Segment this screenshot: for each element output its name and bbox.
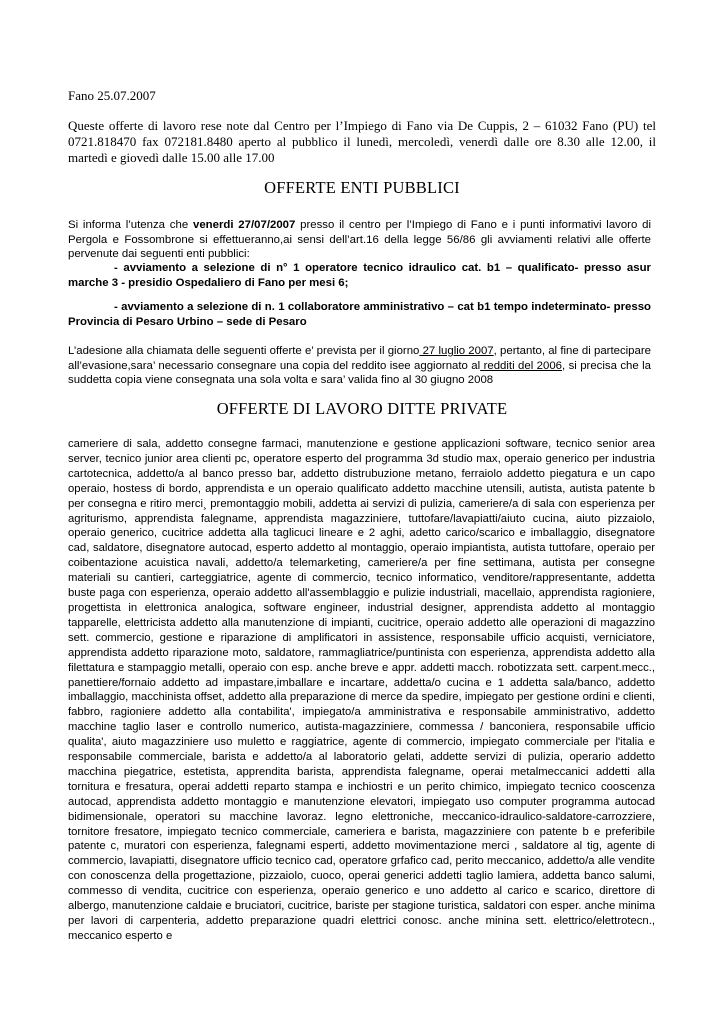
public-offer-item xyxy=(68,300,651,329)
public-offers-notice xyxy=(68,218,651,262)
document-date: Fano 25.07.2007 xyxy=(68,88,156,103)
adhesion-date: 27 luglio 2007 xyxy=(419,345,494,357)
public-offer-item xyxy=(68,261,651,290)
public-offer-item-text: - avviamento a selezione di n. 1 collaboratore amministrativo – cat b1 tempo indeterminato- presso Provincia di Pesaro Urbino – sede di Pesaro xyxy=(68,301,651,328)
adhesion-income-year: redditi del 2006 xyxy=(480,359,562,372)
adhesion-text-end: , si precisa che la suddetta copia viene consegnata una sola volta e sara’ valida fino al 30 giugno 2008 xyxy=(68,359,651,386)
intro-paragraph: Queste offerte di lavoro rese note dal Centro per l’Impiego di Fano via De Cuppis, 2 – 61032 Fano (PU) tel 0721.818470 fax 072181.8480 aperto al pubblico il lunedì, mercoledì, venerdì dalle ore 8.30 alle 12.00, il martedì e giovedì dalle 15.00 alle 17.00 xyxy=(68,118,656,165)
notice-text-end: presso il centro per l’Impiego di Fano e i punti informativi lavoro di Pergola e Fossombrone si effettueranno,ai sensi dell’art.16 della legge 56/86 gli avviamenti relativi alle offerte pervenute dai seguenti enti pubblici: xyxy=(68,219,651,260)
section-title-private-offers: OFFERTE DI LAVORO DITTE PRIVATE xyxy=(216,399,508,418)
adhesion-paragraph xyxy=(68,344,651,388)
adhesion-text-start: L’adesione alla chiamata delle seguenti offerte e’ prevista per il giorno xyxy=(68,345,420,357)
adhesion-text-middle: , pertanto, al fine di partecipare all’evasione,sara’ necessario consegnare una copia del reddito isee aggiornato al xyxy=(68,345,651,372)
notice-text-start: Si informa l’utenza che xyxy=(68,219,189,231)
notice-date: venerdi 27/07/2007 xyxy=(192,219,296,231)
private-offers-list: cameriere di sala, addetto consegne farmaci, manutenzione e gestione applicazioni software, tecnico senior area server, tecnico junior area clienti pc, operatore esperto del programma 3d studio max, operaio generico per industria cartotecnica, addetto/a al banco presso bar, addetto distrubuzione metano, ferraiolo addetto piegatura e un capo operaio, hostess di bordo, apprendista e un operaio qualificato addetto macchine utensili, autista, autista patente b per consegna e ritiro merci¸ premontaggio mobili, addetta ai servizi di pulizia, cameriere/a di sala con esperienza per agriturismo, apprendista falegname, apprendista magazziniere, tuttofare/lavapiatti/aiuto cucina, aiuto pizzaiolo, operaio generico, cucitrice addetta alla taglicuci lineare e 2 aghi, adetto carico/scarico e imballaggio, disegnatore cad, saldatore, disegnatore autocad, esperto addetto al montaggio, operaio impiantista, autista tuttofare, operaio per coibentazione acuistica navali, addetto/a telemarketing, cameriere/a per fine settimana, autista per consegne materiali su cantieri, carteggiatrice, agente di commercio, tecnico informatico, venditore/rappresentante, addetta buste paga con esperienza, operaio addetto all'assemblaggio e pulizie industriali, macellaio, apprendista ragioniere, progettista in elettronica analogica, software engineer, industrial designer, apprendista addetto al montaggio tapparelle, elettricista addetto alla manutenzione di impianti, cucitrice, operaio addetto alle operazioni di magazzino sett. commercio, gestione e riparazione di amplificatori in assistence, responsabile ufficio acquisti, verniciatore, apprendista addetto riparazione moto, saldatore, rammagliatrice/puntinista con esperienza, apprendista addetto alla filettatura e stampaggio metalli, operaio con esp. anche breve e appr. addetti macch. robotizzata sett. carpent.mecc., panettiere/fornaio addetto ad impastare,imballare e incartare, addetta/o cucina e 1 addetta sala/banco, addetto imballaggio, macchinista offset, addetto alla preparazione di merce da spedire, impiegato per gestione ordini e clienti, fabbro, ragioniere addetto alla contabilita', impiegato/a amministrativa e responsabile amministrativo, addetto macchine taglio laser e controllo numerico, autista-magazziniere, commessa / banconiera, responsabile ufficio qualita', aiuto magazziniere uso muletto e raggiatrice, agente di commercio, impiegato commerciale per l'italia e responsabile commerciale, barista e addetto/a al laboratorio gelati, addette servizi di pulizia, operario addetto macchina piegatrice, estetista, apprendita barista, apprendista falegname, operai metalmeccanici addetti alla tornitura e fresatura, operai addetti reparto stampa e inchiostri e un perito chimico, impiegato tecnico cooscenza autocad, apprendista addetto montaggio e manutenzione elevatori, impiegato uso computer programma autocad bidimensionale, operatori su macchine lavoraz. legno elettroniche, meccanico-idraulico-saldatore-carrozziere, tornitore fresatore, impiegato tecnico commerciale, cameriera e barista, magazziniere con patente b e preferibile patente c, muratori con esperienza, falegnami esperti, addetto movimentazione merci , saldatore al tig, agente di commercio, lavapiatti, disegnatore ufficio tecnico cad, operatore grfafico cad, perito meccanico, addetto/a alle vendite con conoscenza della progettazione, pizzaiolo, cuoco, operai generici addetti taglio lamiera, addetta banco salumi, commesso di vendita, cucitrice con esperienza, operaio generico e uno addetto al carico e scarico, direttore di albergo, manutenzione caldaie e bruciatori, cucitrice, bariste per stagione turistica, saldatori con esper. anche minima per lavori di carpenteria, addetto preparazione quadri elettrici conosc. anche minina sett. elettrico/elettrotecn., meccanico esperto e xyxy=(68,438,655,942)
section-title-public-offers: OFFERTE ENTI PUBBLICI xyxy=(264,178,460,197)
public-offer-item-text: - avviamento a selezione di n° 1 operatore tecnico idraulico cat. b1 – qualificato- presso asur marche 3 - presidio Ospedaliero di Fano per mesi 6; xyxy=(68,262,651,289)
